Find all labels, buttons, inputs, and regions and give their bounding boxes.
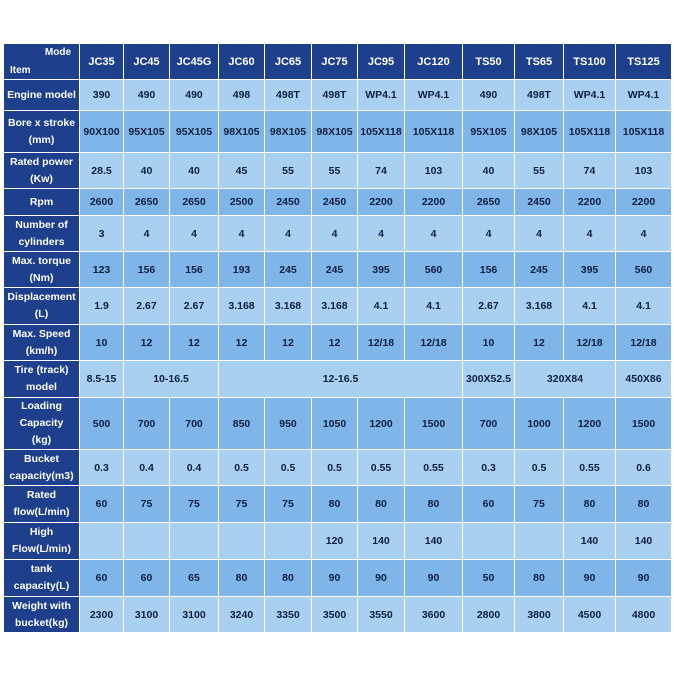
table-cell: 4.1 xyxy=(358,288,405,325)
table-cell: 4 xyxy=(405,216,463,252)
table-cell: 12-16.5 xyxy=(219,361,463,398)
table-cell: 140 xyxy=(405,523,463,560)
table-cell: 12 xyxy=(515,325,564,361)
table-cell: 560 xyxy=(405,252,463,288)
table-cell: 98X105 xyxy=(515,111,564,153)
table-row xyxy=(4,361,672,398)
table-cell: 8.5-15 xyxy=(80,361,124,398)
table-cell: 105X118 xyxy=(616,111,672,153)
table-cell: 10 xyxy=(463,325,515,361)
row-label-line: High xyxy=(29,526,54,538)
row-label xyxy=(4,398,80,450)
table-cell: 4.1 xyxy=(564,288,616,325)
table-row xyxy=(4,398,672,450)
table-cell: 700 xyxy=(124,398,170,450)
table-cell: 55 xyxy=(515,153,564,189)
table-cell: 95X105 xyxy=(463,111,515,153)
table-cell: 80 xyxy=(358,486,405,523)
row-label-line: model xyxy=(26,381,57,393)
table-cell: 140 xyxy=(616,523,672,560)
table-cell: 3240 xyxy=(219,597,265,633)
table-cell: 80 xyxy=(616,486,672,523)
table-cell: 12 xyxy=(265,325,312,361)
table-cell: 80 xyxy=(515,560,564,597)
table-cell: 4.1 xyxy=(405,288,463,325)
corner-item-label: Item xyxy=(10,65,31,76)
row-label xyxy=(4,111,80,153)
table-cell: 490 xyxy=(463,80,515,111)
table-cell: 2450 xyxy=(515,189,564,216)
table-cell: 45 xyxy=(219,153,265,189)
table-cell: 4 xyxy=(219,216,265,252)
row-label xyxy=(4,361,80,398)
table-row xyxy=(4,80,672,111)
model-header-ts100: TS100 xyxy=(564,44,616,80)
table-cell xyxy=(80,523,124,560)
table-cell: 500 xyxy=(80,398,124,450)
table-cell: 498 xyxy=(219,80,265,111)
table-cell: 390 xyxy=(80,80,124,111)
table-cell: 80 xyxy=(219,560,265,597)
table-cell: 75 xyxy=(124,486,170,523)
row-label-line: Rated xyxy=(26,489,57,501)
table-row xyxy=(4,597,672,633)
table-cell: 4.1 xyxy=(616,288,672,325)
model-header-jc45g: JC45G xyxy=(170,44,219,80)
row-label-line: (L) xyxy=(34,308,49,320)
row-label-line: Engine model xyxy=(7,88,76,101)
table-cell: 75 xyxy=(219,486,265,523)
row-label-line: flow(L/min) xyxy=(13,506,70,518)
table-cell: 103 xyxy=(616,153,672,189)
table-cell xyxy=(515,523,564,560)
table-row xyxy=(4,252,672,288)
table-cell: 2300 xyxy=(80,597,124,633)
table-cell: 40 xyxy=(170,153,219,189)
header-row xyxy=(4,44,672,80)
table-row xyxy=(4,450,672,486)
table-cell: 2200 xyxy=(405,189,463,216)
row-label-line: (km/h) xyxy=(25,344,58,357)
row-label xyxy=(4,486,80,523)
table-cell: 2500 xyxy=(219,189,265,216)
row-label-line: Rated power xyxy=(9,155,73,168)
table-cell: 80 xyxy=(265,560,312,597)
table-cell: 65 xyxy=(170,560,219,597)
table-cell: 490 xyxy=(170,80,219,111)
table-cell: 2.67 xyxy=(463,288,515,325)
table-cell: 60 xyxy=(80,486,124,523)
table-cell: 4 xyxy=(564,216,616,252)
row-label-line: Bucket xyxy=(23,452,59,465)
row-label-line: Bore x stroke xyxy=(7,116,76,129)
table-cell: 12 xyxy=(124,325,170,361)
table-cell: 4 xyxy=(616,216,672,252)
table-cell: 80 xyxy=(405,486,463,523)
table-cell: 1500 xyxy=(616,398,672,450)
table-cell: 450X86 xyxy=(616,361,672,398)
table-cell: 75 xyxy=(515,486,564,523)
table-cell: 2200 xyxy=(564,189,616,216)
table-row xyxy=(4,216,672,252)
table-cell: 0.5 xyxy=(265,450,312,486)
table-cell: 560 xyxy=(616,252,672,288)
table-cell: 140 xyxy=(358,523,405,560)
row-label-line: Capacity xyxy=(19,417,64,429)
table-cell: 105X118 xyxy=(564,111,616,153)
table-cell: 395 xyxy=(564,252,616,288)
table-cell: 2600 xyxy=(80,189,124,216)
table-row xyxy=(4,486,672,523)
table-cell: 156 xyxy=(124,252,170,288)
row-label xyxy=(4,189,80,216)
row-label xyxy=(4,288,80,325)
table-cell: 950 xyxy=(265,398,312,450)
row-label xyxy=(4,252,80,288)
table-cell: 90 xyxy=(564,560,616,597)
row-label-line: Flow(L/min) xyxy=(12,543,71,555)
table-cell: 4800 xyxy=(616,597,672,633)
table-cell: 90 xyxy=(405,560,463,597)
table-cell: 98X105 xyxy=(219,111,265,153)
table-cell: 0.55 xyxy=(358,450,405,486)
table-row xyxy=(4,288,672,325)
row-label-line: (Nm) xyxy=(29,271,54,284)
table-cell: 3600 xyxy=(405,597,463,633)
row-label xyxy=(4,523,80,560)
model-header-jc120: JC120 xyxy=(405,44,463,80)
table-cell: 105X118 xyxy=(358,111,405,153)
table-cell: 12 xyxy=(219,325,265,361)
table-cell xyxy=(219,523,265,560)
table-cell: 90 xyxy=(358,560,405,597)
table-cell: 3.168 xyxy=(265,288,312,325)
table-cell: 1500 xyxy=(405,398,463,450)
row-label-line: Displacement xyxy=(7,291,76,303)
table-row xyxy=(4,111,672,153)
table-cell: 4 xyxy=(170,216,219,252)
table-cell: 105X118 xyxy=(405,111,463,153)
row-label xyxy=(4,153,80,189)
row-label-line: cylinders xyxy=(18,235,65,248)
table-cell: 0.3 xyxy=(80,450,124,486)
table-cell: 60 xyxy=(124,560,170,597)
row-label-line: Loading xyxy=(21,400,62,412)
table-cell: 4 xyxy=(463,216,515,252)
row-label-line: Max. Speed xyxy=(12,327,71,340)
table-cell xyxy=(170,523,219,560)
table-cell: 75 xyxy=(170,486,219,523)
row-label xyxy=(4,216,80,252)
row-label xyxy=(4,450,80,486)
table-cell: 4 xyxy=(312,216,358,252)
table-cell: 1050 xyxy=(312,398,358,450)
model-header-jc60: JC60 xyxy=(219,44,265,80)
row-label-line: capacity(m3) xyxy=(9,469,74,482)
table-cell: 2800 xyxy=(463,597,515,633)
table-cell xyxy=(124,523,170,560)
table-cell: 74 xyxy=(358,153,405,189)
table-cell: 4 xyxy=(515,216,564,252)
table-cell: 0.3 xyxy=(463,450,515,486)
model-header-jc45: JC45 xyxy=(124,44,170,80)
table-cell: 156 xyxy=(463,252,515,288)
table-cell: 60 xyxy=(463,486,515,523)
table-cell: 3100 xyxy=(124,597,170,633)
table-row xyxy=(4,523,672,560)
table-cell: 2.67 xyxy=(124,288,170,325)
table-cell: 498T xyxy=(515,80,564,111)
table-cell: 2200 xyxy=(616,189,672,216)
table-cell: 10 xyxy=(80,325,124,361)
table-cell: 0.5 xyxy=(515,450,564,486)
model-header-jc95: JC95 xyxy=(358,44,405,80)
table-cell: 4 xyxy=(358,216,405,252)
table-cell: 300X52.5 xyxy=(463,361,515,398)
corner-mode-label: Mode xyxy=(44,47,71,58)
row-label-line: (kg) xyxy=(31,434,52,446)
table-cell: 90 xyxy=(616,560,672,597)
table-cell: 12 xyxy=(170,325,219,361)
row-label xyxy=(4,597,80,633)
table-cell: 0.6 xyxy=(616,450,672,486)
table-cell: 1200 xyxy=(564,398,616,450)
table-cell: 40 xyxy=(124,153,170,189)
model-header-jc65: JC65 xyxy=(265,44,312,80)
table-cell: 0.55 xyxy=(564,450,616,486)
table-cell: WP4.1 xyxy=(616,80,672,111)
table-cell: 90 xyxy=(312,560,358,597)
table-cell: 140 xyxy=(564,523,616,560)
table-cell: 1.9 xyxy=(80,288,124,325)
table-cell: 850 xyxy=(219,398,265,450)
table-cell: WP4.1 xyxy=(564,80,616,111)
table-cell: 55 xyxy=(265,153,312,189)
row-label-line: Weight with xyxy=(12,599,71,612)
table-cell: 3.168 xyxy=(219,288,265,325)
table-cell: 3 xyxy=(80,216,124,252)
table-cell: 90X100 xyxy=(80,111,124,153)
table-cell: 0.55 xyxy=(405,450,463,486)
table-cell: 2.67 xyxy=(170,288,219,325)
spec-table-body xyxy=(4,44,672,633)
table-cell: 498T xyxy=(312,80,358,111)
model-header-ts50: TS50 xyxy=(463,44,515,80)
table-cell: WP4.1 xyxy=(405,80,463,111)
table-cell: 80 xyxy=(312,486,358,523)
table-cell: 3350 xyxy=(265,597,312,633)
table-cell: 2450 xyxy=(265,189,312,216)
table-cell: 123 xyxy=(80,252,124,288)
table-cell: 245 xyxy=(515,252,564,288)
table-cell: 4 xyxy=(265,216,312,252)
table-cell: 103 xyxy=(405,153,463,189)
row-label xyxy=(4,325,80,361)
table-cell: 1200 xyxy=(358,398,405,450)
table-cell: 2450 xyxy=(312,189,358,216)
table-cell: 700 xyxy=(170,398,219,450)
model-header-ts65: TS65 xyxy=(515,44,564,80)
row-label xyxy=(4,560,80,597)
model-header-ts125: TS125 xyxy=(616,44,672,80)
table-row xyxy=(4,325,672,361)
table-cell: 95X105 xyxy=(124,111,170,153)
table-cell: WP4.1 xyxy=(358,80,405,111)
table-cell: 3800 xyxy=(515,597,564,633)
model-header-jc75: JC75 xyxy=(312,44,358,80)
table-cell: 80 xyxy=(564,486,616,523)
table-cell: 4 xyxy=(124,216,170,252)
table-cell: 12 xyxy=(312,325,358,361)
table-cell: 245 xyxy=(265,252,312,288)
table-cell: 50 xyxy=(463,560,515,597)
row-label-line: (mm) xyxy=(28,133,55,146)
table-cell: 98X105 xyxy=(265,111,312,153)
row-label xyxy=(4,80,80,111)
table-cell: 700 xyxy=(463,398,515,450)
corner-cell xyxy=(4,44,80,80)
table-cell: 12/18 xyxy=(564,325,616,361)
table-cell: 3550 xyxy=(358,597,405,633)
table-cell: 3.168 xyxy=(312,288,358,325)
table-cell: 0.4 xyxy=(170,450,219,486)
table-cell: 0.5 xyxy=(219,450,265,486)
table-cell: 0.4 xyxy=(124,450,170,486)
table-cell: 12/18 xyxy=(358,325,405,361)
table-cell: 2650 xyxy=(463,189,515,216)
table-cell: 75 xyxy=(265,486,312,523)
row-label-line: capacity(L) xyxy=(13,580,70,592)
table-cell: 245 xyxy=(312,252,358,288)
table-cell: 98X105 xyxy=(312,111,358,153)
table-cell: 55 xyxy=(312,153,358,189)
table-cell: 4500 xyxy=(564,597,616,633)
table-row xyxy=(4,153,672,189)
table-cell: 3.168 xyxy=(515,288,564,325)
table-cell: 3100 xyxy=(170,597,219,633)
row-label-line: (Kw) xyxy=(30,172,53,185)
table-cell: 395 xyxy=(358,252,405,288)
table-cell: 40 xyxy=(463,153,515,189)
row-label-line: Number of xyxy=(15,218,68,231)
row-label-line: Tire (track) xyxy=(14,364,69,376)
table-cell: 120 xyxy=(312,523,358,560)
table-cell: 60 xyxy=(80,560,124,597)
table-cell: 10-16.5 xyxy=(124,361,219,398)
row-label-line: tank xyxy=(30,563,53,575)
row-label-line: Rpm xyxy=(29,195,54,208)
model-header-jc35: JC35 xyxy=(80,44,124,80)
table-cell: 12/18 xyxy=(405,325,463,361)
table-cell xyxy=(265,523,312,560)
row-label-line: Max. torque xyxy=(12,254,71,267)
table-row xyxy=(4,189,672,216)
table-cell: 2650 xyxy=(170,189,219,216)
table-cell: 74 xyxy=(564,153,616,189)
table-cell xyxy=(463,523,515,560)
table-cell: 156 xyxy=(170,252,219,288)
table-cell: 28.5 xyxy=(80,153,124,189)
table-cell: 490 xyxy=(124,80,170,111)
table-cell: 3500 xyxy=(312,597,358,633)
table-cell: 2650 xyxy=(124,189,170,216)
table-row xyxy=(4,560,672,597)
table-cell: 193 xyxy=(219,252,265,288)
table-cell: 1000 xyxy=(515,398,564,450)
table-cell: 95X105 xyxy=(170,111,219,153)
table-cell: 320X84 xyxy=(515,361,616,398)
table-cell: 2200 xyxy=(358,189,405,216)
table-cell: 498T xyxy=(265,80,312,111)
table-cell: 12/18 xyxy=(616,325,672,361)
spec-table xyxy=(3,43,672,633)
table-cell: 0.5 xyxy=(312,450,358,486)
row-label-line: bucket(kg) xyxy=(14,616,69,629)
